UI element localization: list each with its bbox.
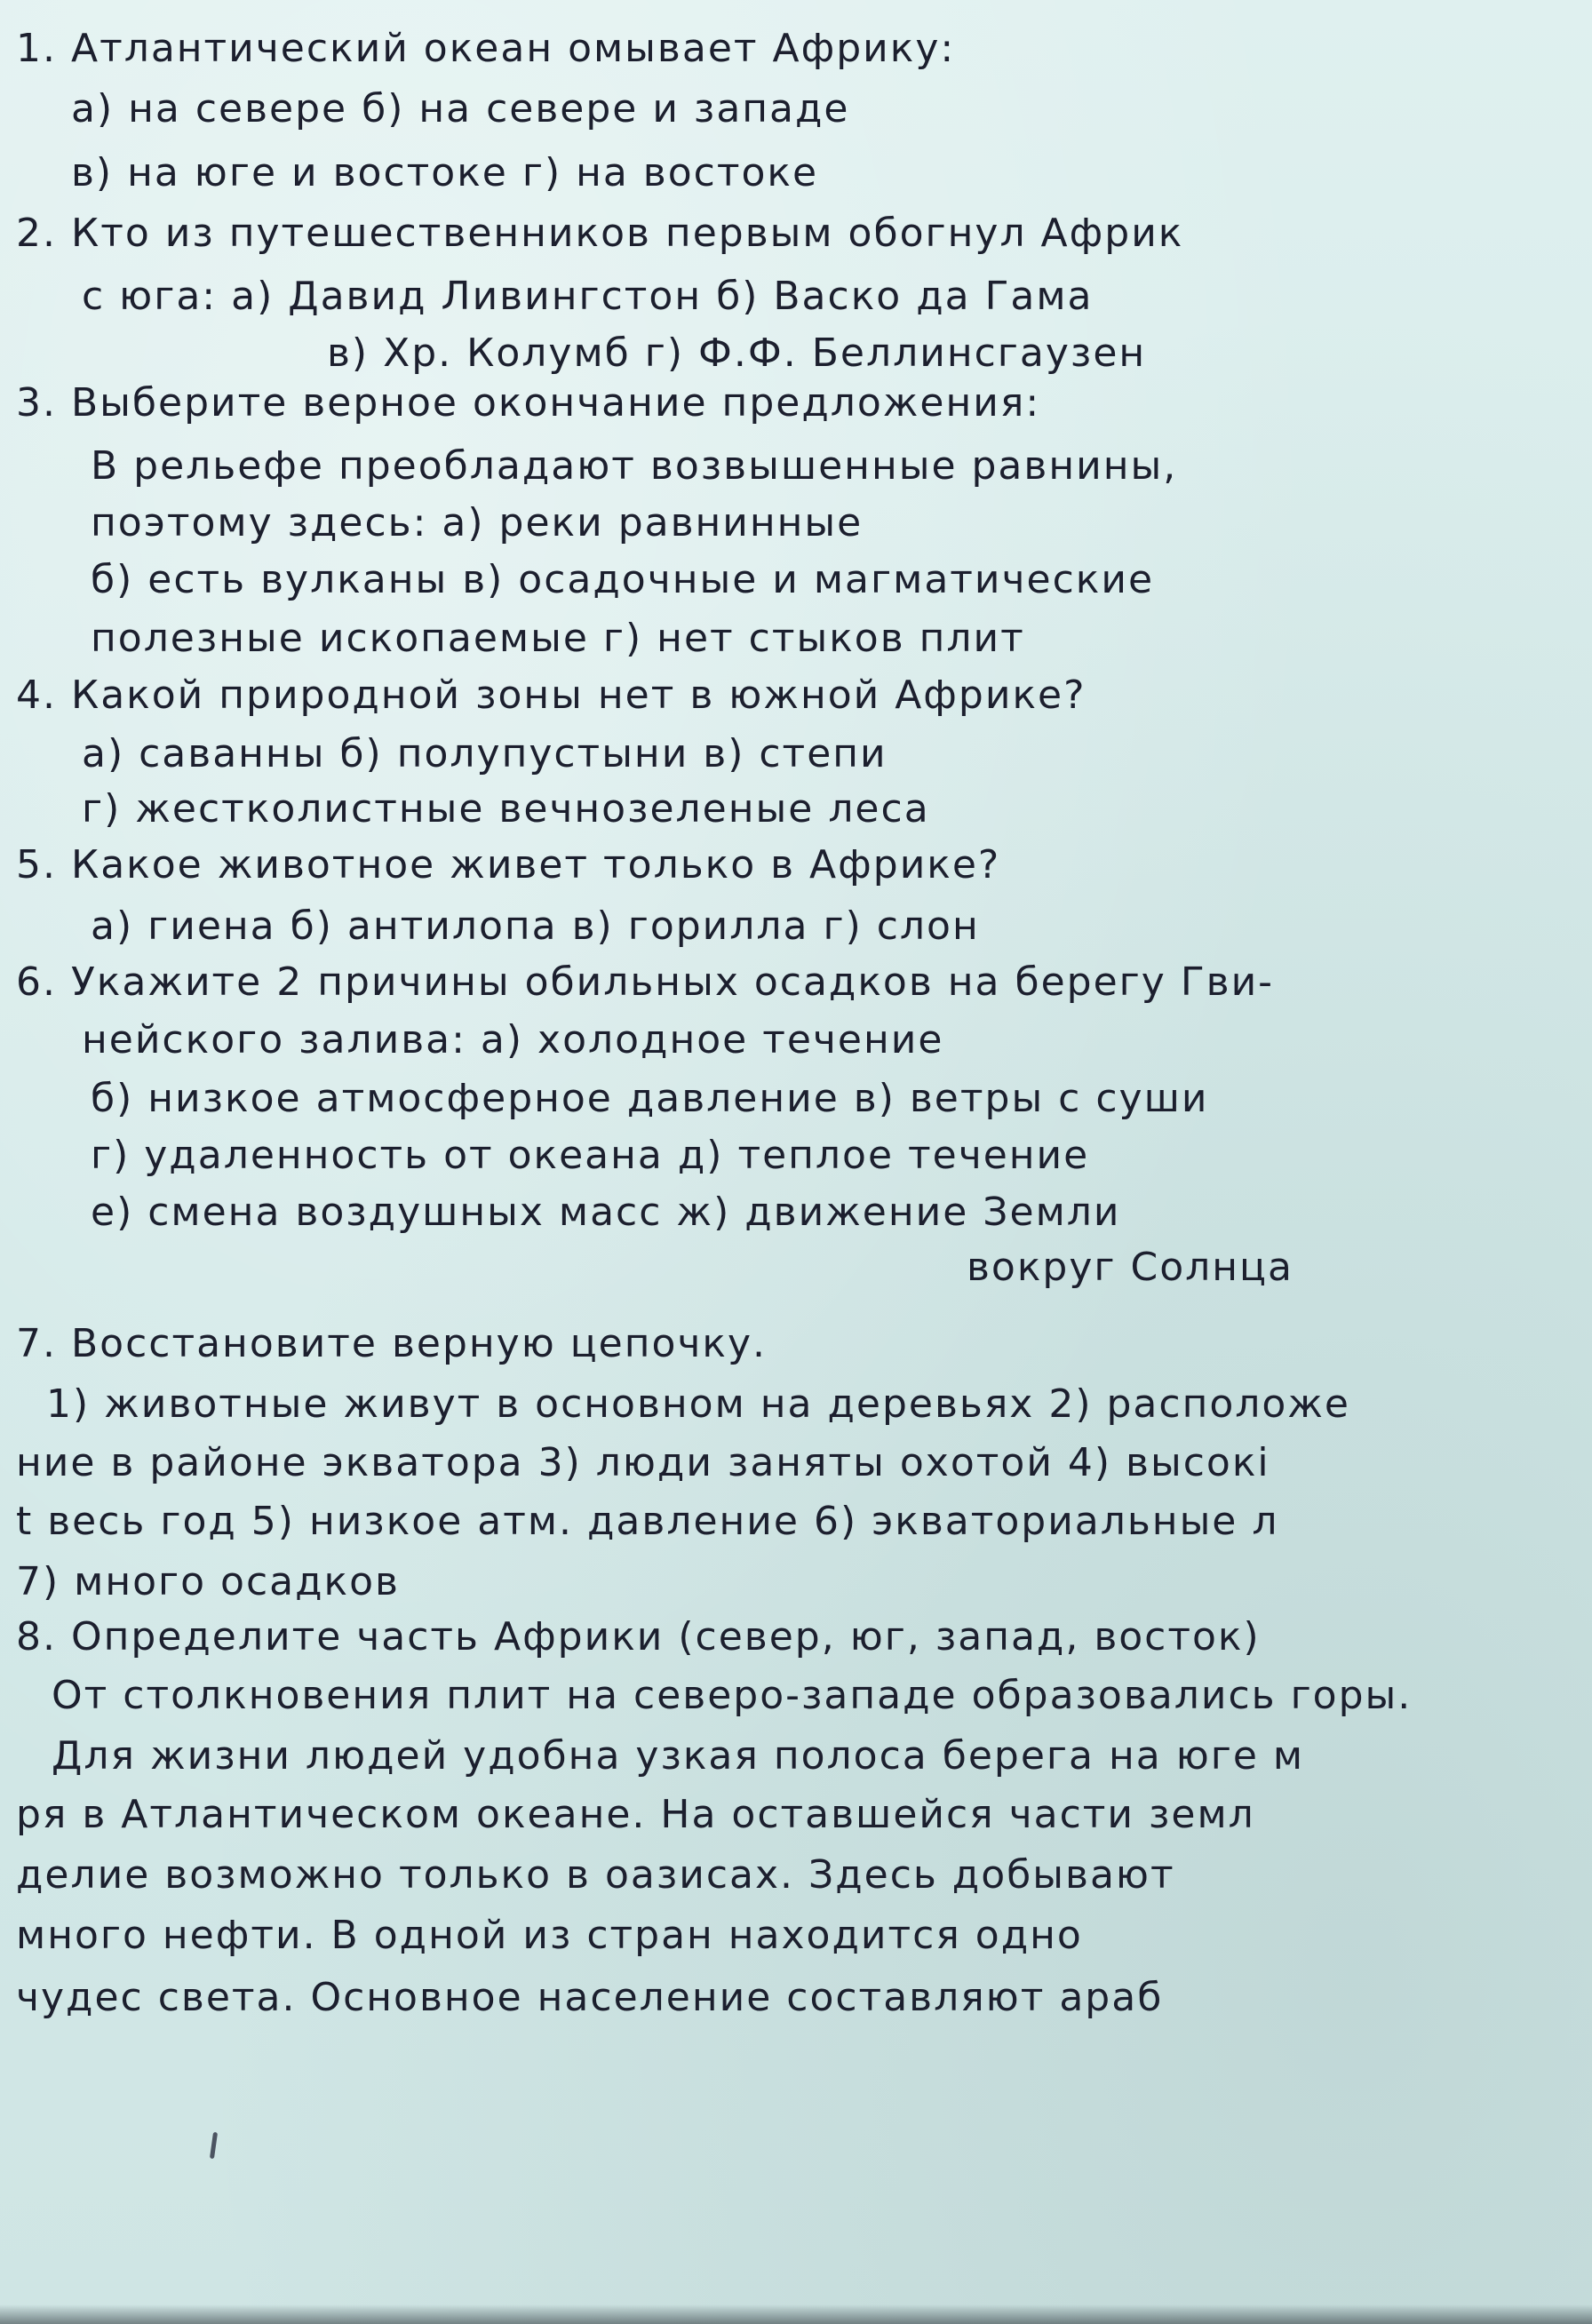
q3-text-row2: поэтому здесь: а) реки равнинные: [91, 500, 864, 545]
q7-text-row1: 1) животные живут в основном на деревьях 2) расположе: [46, 1381, 1351, 1427]
q4-options-row2: г) жестколистные вечнозеленые леса: [82, 786, 930, 832]
q2-options-row1: с юга: а) Давид Ливингстон б) Васко да Гама: [82, 274, 1094, 319]
q8-text-row2: Для жизни людей удобна узкая полоса берега на юге м: [52, 1733, 1305, 1779]
q7-text-row2: ние в районе экватора 3) люди заняты охотой 4) высокі: [16, 1440, 1270, 1485]
q8-text-row3: ря в Атлантическом океане. На оставшейся части земл: [16, 1792, 1255, 1837]
q8-text-row5: много нефти. В одной из стран находится одно: [16, 1913, 1083, 1958]
q4-options-row1: а) саванны б) полупустыни в) степи: [82, 731, 888, 776]
q6-text-row2: нейского залива: а) холодное течение: [82, 1017, 944, 1063]
q6-options-row2: г) удаленность от океана д) теплое течение: [91, 1133, 1090, 1178]
q6-options-row1: б) низкое атмосферное давление в) ветры с суши: [91, 1076, 1209, 1121]
paper-bottom-edge: [0, 2304, 1592, 2324]
q7-text-row3: t весь год 5) низкое атм. давление 6) экваториальные л: [16, 1499, 1279, 1544]
q8-title: 8. Определите часть Африки (север, юг, запад, восток): [16, 1614, 1261, 1659]
q7-title: 7. Восстановите верную цепочку.: [16, 1321, 768, 1366]
q6-options-row3: е) смена воздушных масс ж) движение Земли: [91, 1190, 1121, 1235]
q8-text-row4: делие возможно только в оазисах. Здесь добывают: [16, 1852, 1175, 1898]
handwritten-text: [16, 0, 1592, 2324]
q3-options-row2: полезные ископаемые г) нет стыков плит: [91, 616, 1025, 661]
q8-text-row1: От столкновения плит на северо-западе образовались горы.: [52, 1673, 1413, 1718]
q1-options-row2: в) на юге и востоке г) на востоке: [71, 150, 819, 195]
q5-title: 5. Какое животное живет только в Африке?: [16, 842, 1001, 887]
q2-options-row2: в) Хр. Колумб г) Ф.Ф. Беллинсгаузен: [327, 330, 1147, 376]
q8-text-row6: чудес света. Основное население составляют араб: [16, 1975, 1164, 2020]
q1-title: 1. Атлантический океан омывает Африку:: [16, 26, 956, 71]
q6-options-row4: вокруг Солнца: [967, 1245, 1294, 1290]
q3-title: 3. Выберите верное окончание предложения:: [16, 380, 1041, 426]
q5-options: а) гиена б) антилопа в) горилла г) слон: [91, 903, 980, 949]
q6-title: 6. Укажите 2 причины обильных осадков на берегу Гви-: [16, 959, 1275, 1005]
q3-text-row1: В рельефе преобладают возвышенные равнины,: [91, 443, 1178, 489]
q3-options-row1: б) есть вулканы в) осадочные и магматические: [91, 557, 1155, 602]
q1-options-row1: а) на севере б) на севере и западе: [71, 86, 850, 131]
q4-title: 4. Какой природной зоны нет в южной Африке?: [16, 673, 1087, 718]
q2-title: 2. Кто из путешественников первым обогнул Африк: [16, 211, 1184, 256]
q7-text-row4: 7) много осадков: [16, 1559, 400, 1604]
